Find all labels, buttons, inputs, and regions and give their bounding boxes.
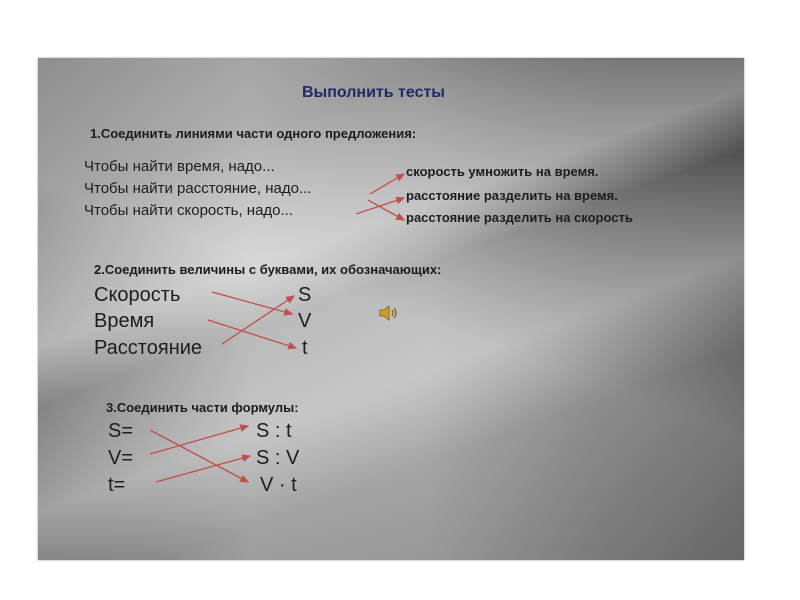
q1-right-1: скорость умножить на время. [406, 164, 599, 179]
q2-arrow-1 [212, 292, 292, 314]
q1-right-3: расстояние разделить на скорость [406, 210, 633, 225]
q1-left-2: Чтобы найти расстояние, надо... [84, 180, 312, 197]
q1-left-3: Чтобы найти скорость, надо... [84, 202, 294, 219]
q1-heading: 1.Соединить линиями части одного предложения: [90, 126, 417, 141]
q2-heading: 2.Соединить величины с буквами, их обозначающих: [94, 262, 442, 277]
q2-right-2: V [298, 310, 312, 332]
q3-arrow-3 [156, 456, 250, 482]
q3-heading: 3.Соединить части формулы: [106, 400, 299, 415]
speaker-icon[interactable] [378, 304, 400, 322]
q3-arrow-1 [150, 430, 248, 482]
slide-title: Выполнить тесты [302, 84, 445, 101]
q2-left-2: Время [94, 310, 155, 332]
q3-arrow-2 [150, 426, 248, 454]
q1-arrow-3 [356, 198, 404, 214]
q2-arrow-2 [208, 320, 296, 348]
q1-right-2: расстояние разделить на время. [406, 188, 618, 203]
q3-left-2: V= [108, 447, 134, 469]
q2-left-3: Расстояние [94, 337, 203, 359]
q3-left-1: S= [108, 420, 134, 442]
q2-right-3: t [302, 337, 308, 359]
q1-left-1: Чтобы найти время, надо... [84, 158, 275, 175]
q3-right-2: S : V [256, 447, 300, 469]
q3-left-3: t= [108, 474, 126, 496]
q2-arrow-3 [222, 296, 294, 344]
q1-arrow-1 [370, 174, 404, 194]
q3-right-3: V · t [260, 474, 297, 496]
slide [38, 58, 744, 560]
q2-right-1: S [298, 284, 312, 306]
q1-arrow-2 [368, 200, 404, 220]
q2-left-1: Скорость [94, 284, 181, 306]
q3-right-1: S : t [256, 420, 292, 442]
